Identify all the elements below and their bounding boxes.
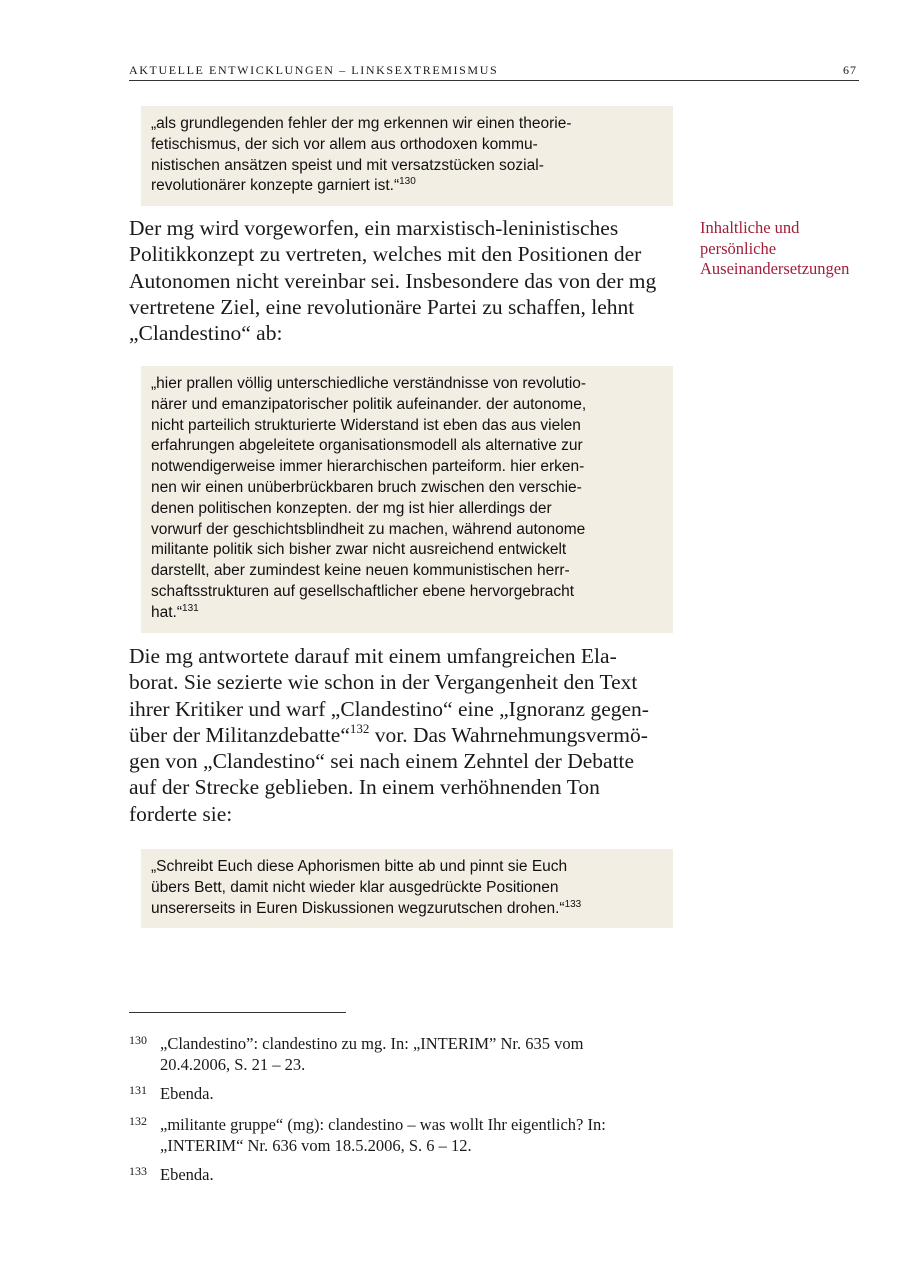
margin-note (700, 218, 875, 280)
quote-line: nen wir einen unüberbrückbaren bruch zwischen den verschie- (151, 478, 582, 496)
paragraph-line (129, 720, 648, 747)
footnote-number: 132 (129, 1114, 147, 1128)
footnote-ref[interactable]: 133 (564, 898, 582, 910)
margin-note-line: persönliche (700, 238, 777, 258)
quote-line: übers Bett, damit nicht wieder klar ausgedrückte Positionen (151, 878, 559, 896)
paragraph-line: borat. Sie sezierte wie schon in der Vergangenheit den Text (129, 670, 638, 695)
footnote-ref[interactable]: 132 (349, 720, 370, 736)
quote-line: „Schreibt Euch diese Aphorismen bitte ab und pinnt sie Euch (151, 858, 568, 875)
margin-note-line: Inhaltliche und (700, 218, 800, 237)
paragraph-line: vertretene Ziel, eine revolutionäre Partei zu schaffen, lehnt (129, 294, 635, 319)
running-header (129, 62, 859, 81)
paragraph-line: ihrer Kritiker und warf „Clandestino“ eine „Ignoranz gegen- (129, 696, 649, 721)
footnote-131 (129, 1084, 685, 1105)
quote-line: militante politik sich bisher zwar nicht ausreichend entwickelt (151, 541, 567, 559)
quote-line: „hier prallen völlig unterschiedliche verständnisse von revolutio- (151, 375, 587, 392)
footnote-text (160, 1034, 685, 1075)
paragraph-line: Der mg wird vorgeworfen, ein marxistisch-leninistisches (129, 216, 619, 240)
block-quote-3 (141, 849, 673, 928)
block-quote-2 (141, 366, 673, 633)
quote-line: närer und emanzipatorischer politik aufeinander. der autonome, (151, 395, 587, 413)
paragraph-fragment: über der Militanzdebatte“ (129, 722, 350, 747)
running-header-title: AKTUELLE ENTWICKLUNGEN – LINKSEXTREMISMUS (129, 63, 499, 77)
page-number: 67 (843, 63, 857, 77)
quote-line: schaftsstrukturen auf gesellschaftlicher ebene hervorgebracht (151, 582, 575, 600)
footnote-line: „militante gruppe“ (mg): clandestino – was wollt Ihr eigentlich? In: (160, 1115, 606, 1134)
body-paragraph-2 (129, 643, 685, 827)
paragraph-line: gen von „Clandestino“ sei nach einem Zehntel der Debatte (129, 749, 635, 774)
quote-line: nistischen ansätzen speist und mit versatzstücken sozial- (151, 156, 544, 174)
footnote-text: Ebenda. (160, 1165, 214, 1184)
footnote-number: 130 (129, 1033, 147, 1047)
margin-note-line: Auseinandersetzungen (700, 259, 850, 278)
quote-line: vorwurf der geschichtsblindheit zu machen, während autonome (151, 520, 586, 538)
paragraph-line: „Clandestino“ ab: (129, 321, 283, 346)
quote-line: erfahrungen abgeleitete organisationsmodell als alternative zur (151, 437, 583, 455)
footnote-132 (129, 1115, 685, 1156)
quote-line: „als grundlegenden fehler der mg erkennen wir einen theorie- (151, 115, 572, 132)
footnote-line: „Clandestino”: clandestino zu mg. In: „INTERIM” Nr. 635 vom (160, 1034, 584, 1053)
quote-line: unsererseits in Euren Diskussionen wegzurutschen drohen.“ (151, 899, 565, 917)
quote-line: notwendigerweise immer hierarchischen parteiform. hier erken- (151, 458, 585, 476)
footnote-text (160, 1115, 685, 1156)
footnote-divider (129, 1012, 346, 1013)
block-quote-1 (141, 106, 673, 206)
quote-line: fetischismus, der sich vor allem aus orthodoxen kommu- (151, 135, 538, 153)
footnote-line: „INTERIM“ Nr. 636 vom 18.5.2006, S. 6 – 12. (160, 1135, 472, 1155)
footnote-number: 131 (129, 1083, 147, 1097)
footnote-line: 20.4.2006, S. 21 – 23. (160, 1054, 306, 1074)
paragraph-line: Politikkonzept zu vertreten, welches mit den Positionen der (129, 242, 642, 267)
footnote-133 (129, 1165, 685, 1186)
quote-line: darstellt, aber zumindest keine neuen kommunistischen herr- (151, 562, 570, 580)
footnote-ref[interactable]: 130 (399, 176, 416, 188)
paragraph-line: Die mg antwortete darauf mit einem umfangreichen Ela- (129, 644, 617, 668)
footnote-text: Ebenda. (160, 1084, 214, 1103)
paragraph-fragment: vor. Das Wahrnehmungsvermö- (369, 722, 648, 747)
paragraph-line: Autonomen nicht vereinbar sei. Insbesondere das von der mg (129, 268, 657, 293)
body-paragraph-1 (129, 215, 685, 346)
footnote-130 (129, 1034, 685, 1075)
paragraph-line: auf der Strecke geblieben. In einem verhöhnenden Ton (129, 775, 600, 800)
quote-line: revolutionärer konzepte garniert ist.“ (151, 177, 400, 195)
quote-line: denen politischen konzepten. der mg ist hier allerdings der (151, 499, 552, 517)
footnote-ref[interactable]: 131 (182, 602, 199, 614)
quote-line: hat.“ (151, 603, 183, 621)
quote-line: nicht parteilich strukturierte Widerstand ist eben das aus vielen (151, 416, 581, 434)
paragraph-line: forderte sie: (129, 801, 233, 826)
footnote-number: 133 (129, 1164, 147, 1178)
